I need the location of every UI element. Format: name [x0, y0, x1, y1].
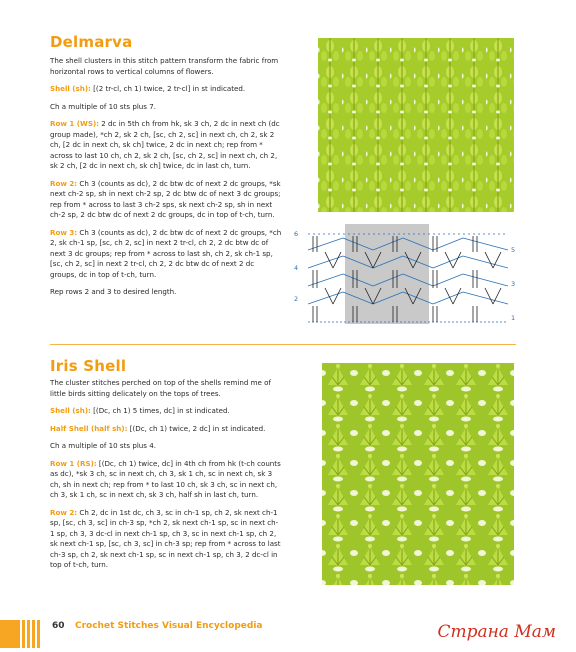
- delmarva-repeat: Rep rows 2 and 3 to desired length.: [50, 287, 177, 296]
- delmarva-title: Delmarva: [50, 33, 133, 51]
- section-divider: [50, 344, 516, 345]
- delmarva-text: [50, 56, 282, 305]
- delmarva-row3-text: Ch 3 (counts as dc), 2 dc btw dc of next 2 dc groups, *ch 2, sk ch-1 sp, [sc, ch 2, sc] in next 2 tr-cl, ch 2, 2 dc btw dc of next 3 dc groups; rep from * across to last sh, ch 2, sk ch-1 sp, [sc, ch 2, sc] in next 2 tr-cl, ch 2, 2 dc btw dc of next 2 dc groups, dc in top of t-ch, turn.: [50, 227, 282, 279]
- footer-accent-bars: [0, 620, 44, 648]
- iris-row1-text: [(Dc, ch 1) twice, dc] in 4th ch from hk (t-ch counts as dc), *sk 3 ch, sc in next ch, ch 3, sk 1 ch, sc in next ch, sk 3 ch, sh in next ch; rep from * to last 10 ch, sk 3 ch, sc in next ch, ch 3, sk 1 ch, sc in next ch, sk 3 ch, half sh in last ch, turn.: [50, 458, 281, 499]
- diagram-row-label-1: 1: [511, 314, 516, 322]
- repeat-highlight: [345, 224, 429, 324]
- iris-half-shell: [50, 424, 282, 435]
- iris-text: [50, 378, 282, 578]
- iris-row2-label: Row 2:: [50, 507, 78, 517]
- iris-half-shell-text: [(Dc, ch 1) twice, 2 dc] in st indicated.: [127, 423, 266, 433]
- delmarva-shell: [50, 84, 282, 95]
- delmarva-row3: [50, 228, 282, 281]
- iris-half-shell-label: Half Shell (half sh):: [50, 423, 128, 433]
- delmarva-intro: The shell clusters in this stitch pattern transform the fabric from horizontal rows to vertical columns of flowers.: [50, 56, 279, 76]
- delmarva-shell-text: [(2 tr-cl, ch 1) twice, 2 tr-cl] in st indicated.: [90, 84, 246, 93]
- diagram-row-label-4: 4: [294, 264, 299, 272]
- delmarva-swatch-photo: [318, 38, 514, 212]
- iris-row2-text: Ch 2, dc in 1st dc, ch 3, sc in ch-1 sp, ch 2, sk next ch-1 sp, [sc, ch 3, sc] in ch-3 sp, *ch 2, sk next ch-1 sp, sc in next ch-1 sp, ch 3, 3 dc-cl in next ch-1 sp, ch 3, sc in next ch-1 sp, ch 2, sk next ch-1 sp, [sc, ch 3, sc] in ch-3 sp; rep from * across to last ch-3 sp, ch 2, sk next ch-1 sp, sc in next ch-1 sp, ch 3, 2 dc-cl in top of t-ch, turn.: [50, 507, 281, 569]
- iris-shell: [50, 406, 282, 417]
- iris-shell-text: [(Dc, ch 1) 5 times, dc] in st indicated.: [90, 406, 230, 415]
- page-number: 60: [52, 621, 65, 631]
- delmarva-stitch-diagram: [303, 222, 516, 330]
- iris-swatch-photo: [322, 363, 514, 585]
- book-title: Crochet Stitches Visual Encyclopedia: [75, 621, 263, 631]
- diagram-row-label-2: 2: [294, 295, 299, 303]
- diagram-row-label-6: 6: [294, 230, 299, 238]
- delmarva-row3-label: Row 3:: [50, 227, 78, 237]
- iris-shell-label: Shell (sh):: [50, 406, 91, 415]
- diagram-row-label-5: 5: [511, 246, 516, 254]
- iris-intro: The cluster stitches perched on top of the shells remind me of little birds sitting delicately on the tops of trees.: [50, 378, 271, 398]
- delmarva-chain: Ch a multiple of 10 sts plus 7.: [50, 101, 157, 111]
- iris-row2: [50, 508, 282, 571]
- diagram-row-label-3: 3: [511, 280, 516, 288]
- iris-row1: [50, 459, 282, 501]
- watermark: Страна Мам: [437, 622, 556, 642]
- delmarva-row2: [50, 179, 282, 221]
- delmarva-row2-label: Row 2:: [50, 178, 78, 188]
- delmarva-row1-text: 2 dc in 5th ch from hk, sk 3 ch, 2 dc in next ch (dc group made), *ch 2, sk 2 ch, [sc, ch 2, sc] in next ch, ch 2, sk 2 ch, [2 dc in next ch, sk ch] twice, 2 dc in next ch; rep from * across to last 10 ch, ch 2, sk 2 ch, [sc, ch 2, sc] in next ch, ch 2, sk 2 ch, [2 dc in next ch, sk ch] twice, dc in last ch, turn.: [50, 119, 280, 170]
- delmarva-row1-label: Row 1 (WS):: [50, 119, 100, 128]
- delmarva-row1: [50, 119, 282, 172]
- iris-row1-label: Row 1 (RS):: [50, 458, 97, 468]
- iris-title: Iris Shell: [50, 357, 127, 375]
- iris-chain: Ch a multiple of 10 sts plus 4.: [50, 441, 157, 450]
- delmarva-row2-text: Ch 3 (counts as dc), 2 dc btw dc of next 2 dc groups, *sk next ch-2 sp, sh in next ch-2 sp, 2 dc btw dc of next 3 dc groups; rep from * across to last 3 ch-2 sps, sk next ch-2 sp, sh in next ch-2 sp, 2 dc btw dc of next 2 dc groups, dc in top of t-ch, turn.: [50, 178, 281, 219]
- delmarva-shell-label: Shell (sh):: [50, 84, 91, 93]
